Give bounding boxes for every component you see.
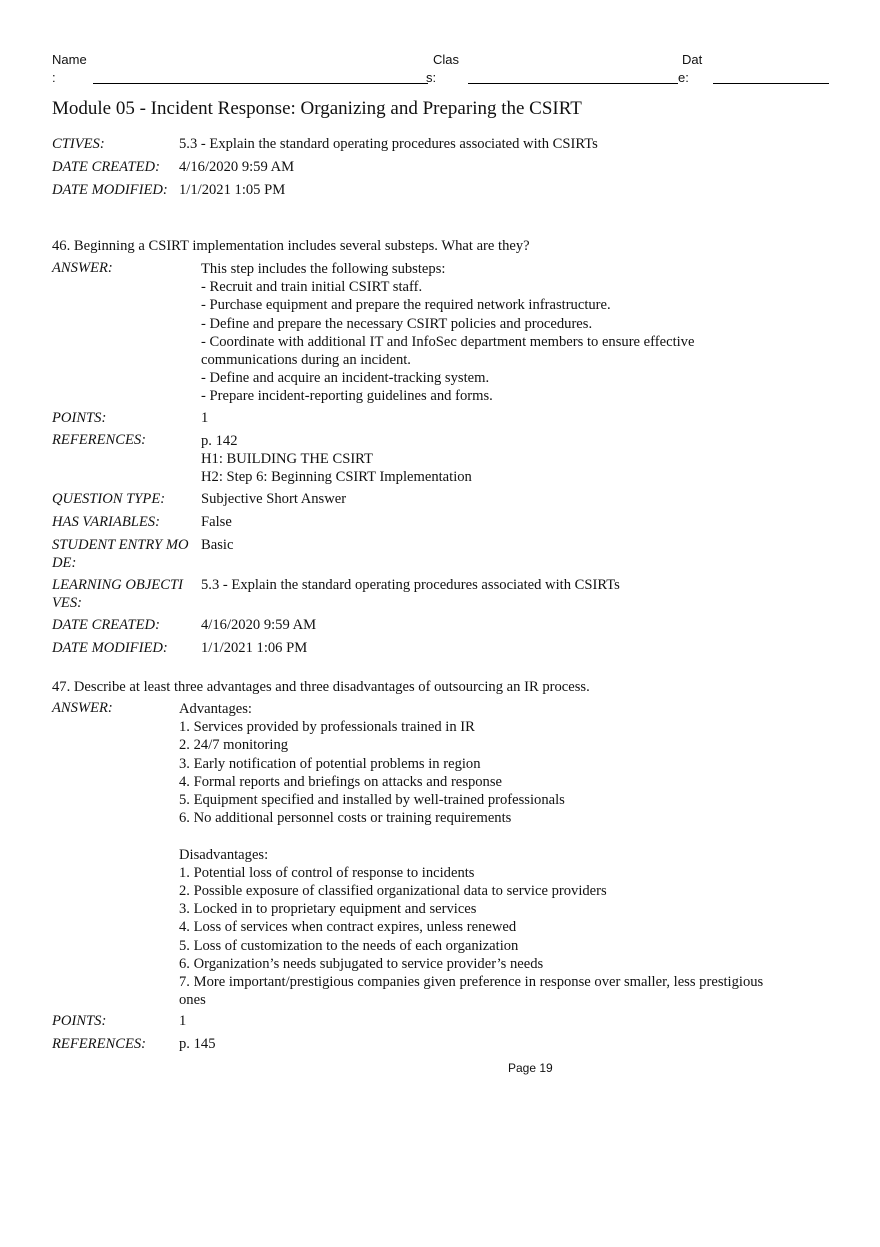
q46-reference-line: p. 142 [201, 433, 238, 449]
q47-advantage-item: 4. Formal reports and briefings on attacks and response [179, 773, 503, 790]
name-label: Name [52, 52, 87, 67]
q46-hasvar-value: False [201, 514, 232, 530]
q47-spacer [179, 827, 763, 845]
q46-lo-label: LEARNING OBJECTI [52, 577, 183, 593]
q47-advantage-item: 2. 24/7 monitoring [179, 737, 289, 754]
q47-disadvantage-item: 2. Possible exposure of classified organizational data to service providers [179, 883, 607, 900]
date-line [713, 83, 829, 84]
q47-advantage-item: 3. Early notification of potential problems in region [179, 755, 481, 772]
q46-reference-line: H1: BUILDING THE CSIRT [201, 451, 373, 468]
q47-advantage-item: 6. No additional personnel costs or training requirements [179, 810, 512, 827]
q47-points-value: 1 [179, 1013, 187, 1029]
q46-created-label: DATE CREATED: [52, 617, 160, 633]
date-label: Dat [682, 52, 703, 67]
class-label-cont: s: [426, 70, 437, 85]
class-line [468, 83, 678, 84]
q46-answer-line: communications during an incident. [201, 352, 411, 369]
q46-created-value: 4/16/2020 9:59 AM [201, 617, 317, 633]
q47-advantage-item: 5. Equipment specified and installed by well-trained professionals [179, 792, 565, 809]
q47-disadvantage-item: ones [179, 992, 206, 1009]
date-label-cont: e: [678, 70, 689, 85]
q46-answer-line: - Define and prepare the necessary CSIRT policies and procedures. [201, 315, 593, 332]
q46-points-label: POINTS: [52, 410, 107, 426]
q46-question: 46. Beginning a CSIRT implementation includes several substeps. What are they? [52, 238, 530, 254]
q46-entry-value: Basic [201, 537, 234, 553]
q46-entry-label-cont: DE: [52, 555, 77, 571]
q46-lo-value: 5.3 - Explain the standard operating procedures associated with CSIRTs [201, 577, 620, 593]
q47-references-label: REFERENCES: [52, 1036, 147, 1052]
q47-advantage-item: 1. Services provided by professionals trained in IR [179, 719, 475, 736]
q47-disadvantage-item: 3. Locked in to proprietary equipment and services [179, 901, 477, 918]
q46-references [201, 432, 472, 487]
page-title: Module 05 - Incident Response: Organizing and Preparing the CSIRT [52, 98, 582, 119]
q46-answer-line: - Define and acquire an incident-tracking system. [201, 370, 490, 387]
q46-answer-line: - Coordinate with additional IT and InfoSec department members to ensure effective [201, 333, 695, 350]
q46-points-value: 1 [201, 410, 209, 426]
q47-disadvantages-title: Disadvantages: [179, 846, 269, 863]
q47-question: 47. Describe at least three advantages and three disadvantages of outsourcing an IR process. [52, 679, 590, 695]
q47-advantages-title: Advantages: [179, 701, 252, 717]
q47-answer [179, 700, 763, 1009]
q47-disadvantage-item: 6. Organization’s needs subjugated to service provider’s needs [179, 955, 544, 972]
meta-modified-label: DATE MODIFIED: [52, 182, 168, 198]
q46-modified-label: DATE MODIFIED: [52, 640, 168, 656]
meta-objectives-value: 5.3 - Explain the standard operating procedures associated with CSIRTs [179, 136, 598, 152]
meta-modified-value: 1/1/2021 1:05 PM [179, 182, 286, 198]
q46-answer-line: - Purchase equipment and prepare the required network infrastructure. [201, 297, 611, 314]
q46-reference-line: H2: Step 6: Beginning CSIRT Implementation [201, 469, 472, 486]
name-label-colon: : [52, 70, 56, 85]
q46-answer-line: - Prepare incident-reporting guidelines and forms. [201, 388, 493, 405]
meta-objectives-label: CTIVES: [52, 136, 105, 152]
q46-answer-line: This step includes the following substeps: [201, 261, 446, 277]
q46-hasvar-label: HAS VARIABLES: [52, 514, 160, 530]
q46-answer [201, 260, 694, 406]
q47-answer-label: ANSWER: [52, 700, 113, 716]
meta-created-value: 4/16/2020 9:59 AM [179, 159, 295, 175]
q46-answer-label: ANSWER: [52, 260, 113, 276]
q46-answer-line: - Recruit and train initial CSIRT staff. [201, 279, 423, 296]
meta-created-label: DATE CREATED: [52, 159, 160, 175]
q47-points-label: POINTS: [52, 1013, 107, 1029]
q46-references-label: REFERENCES: [52, 432, 147, 448]
q47-disadvantage-item: 7. More important/prestigious companies given preference in response over smaller, less prestigious [179, 974, 764, 991]
q46-modified-value: 1/1/2021 1:06 PM [201, 640, 308, 656]
class-label: Clas [433, 52, 460, 67]
q46-lo-label-cont: VES: [52, 595, 82, 611]
q46-qtype-value: Subjective Short Answer [201, 491, 347, 507]
q47-disadvantage-item: 4. Loss of services when contract expires, unless renewed [179, 919, 517, 936]
q47-disadvantage-item: 5. Loss of customization to the needs of each organization [179, 937, 519, 954]
q47-references-value: p. 145 [179, 1036, 216, 1052]
page-number: Page 19 [508, 1061, 553, 1075]
name-line [93, 83, 428, 84]
q47-disadvantage-item: 1. Potential loss of control of response to incidents [179, 864, 475, 881]
q46-entry-label: STUDENT ENTRY MO [52, 537, 189, 553]
q46-qtype-label: QUESTION TYPE: [52, 491, 166, 507]
